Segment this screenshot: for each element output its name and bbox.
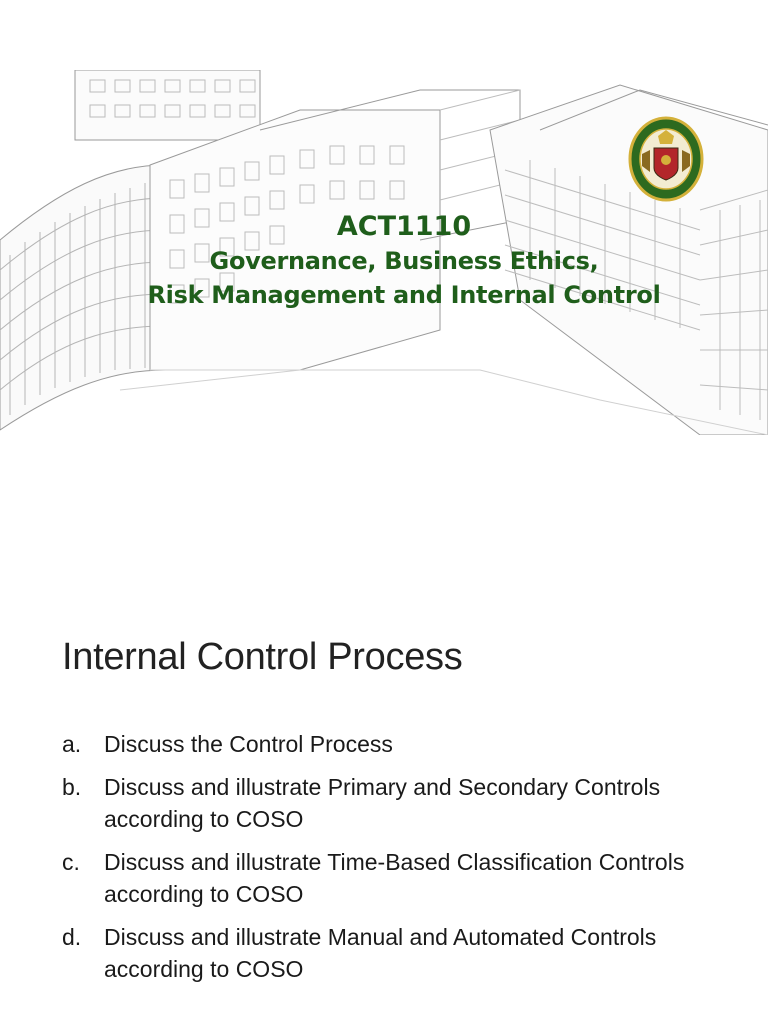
objective-marker: a. [62, 731, 82, 757]
course-title-line-2: Risk Management and Internal Control [147, 281, 661, 309]
university-seal-icon [628, 116, 704, 202]
course-code: ACT1110 [336, 211, 472, 242]
objective-item [62, 728, 702, 760]
objective-marker: c. [62, 849, 80, 875]
objective-text: Discuss the Control Process [104, 731, 393, 757]
objective-marker: b. [62, 774, 82, 800]
objective-text: Discuss and illustrate Time-Based Classification Controls according to COSO [104, 849, 685, 907]
objectives-list [62, 728, 702, 996]
section-title: Internal Control Process [62, 636, 463, 678]
objective-item [62, 921, 702, 985]
objective-text: Discuss and illustrate Manual and Automated Controls according to COSO [104, 924, 657, 982]
objective-item [62, 771, 702, 835]
course-title-block [0, 210, 768, 312]
objective-item [62, 846, 702, 910]
objective-marker: d. [62, 924, 82, 950]
course-title-line-1: Governance, Business Ethics, [209, 247, 599, 275]
objective-text: Discuss and illustrate Primary and Secondary Controls according to COSO [104, 774, 661, 832]
